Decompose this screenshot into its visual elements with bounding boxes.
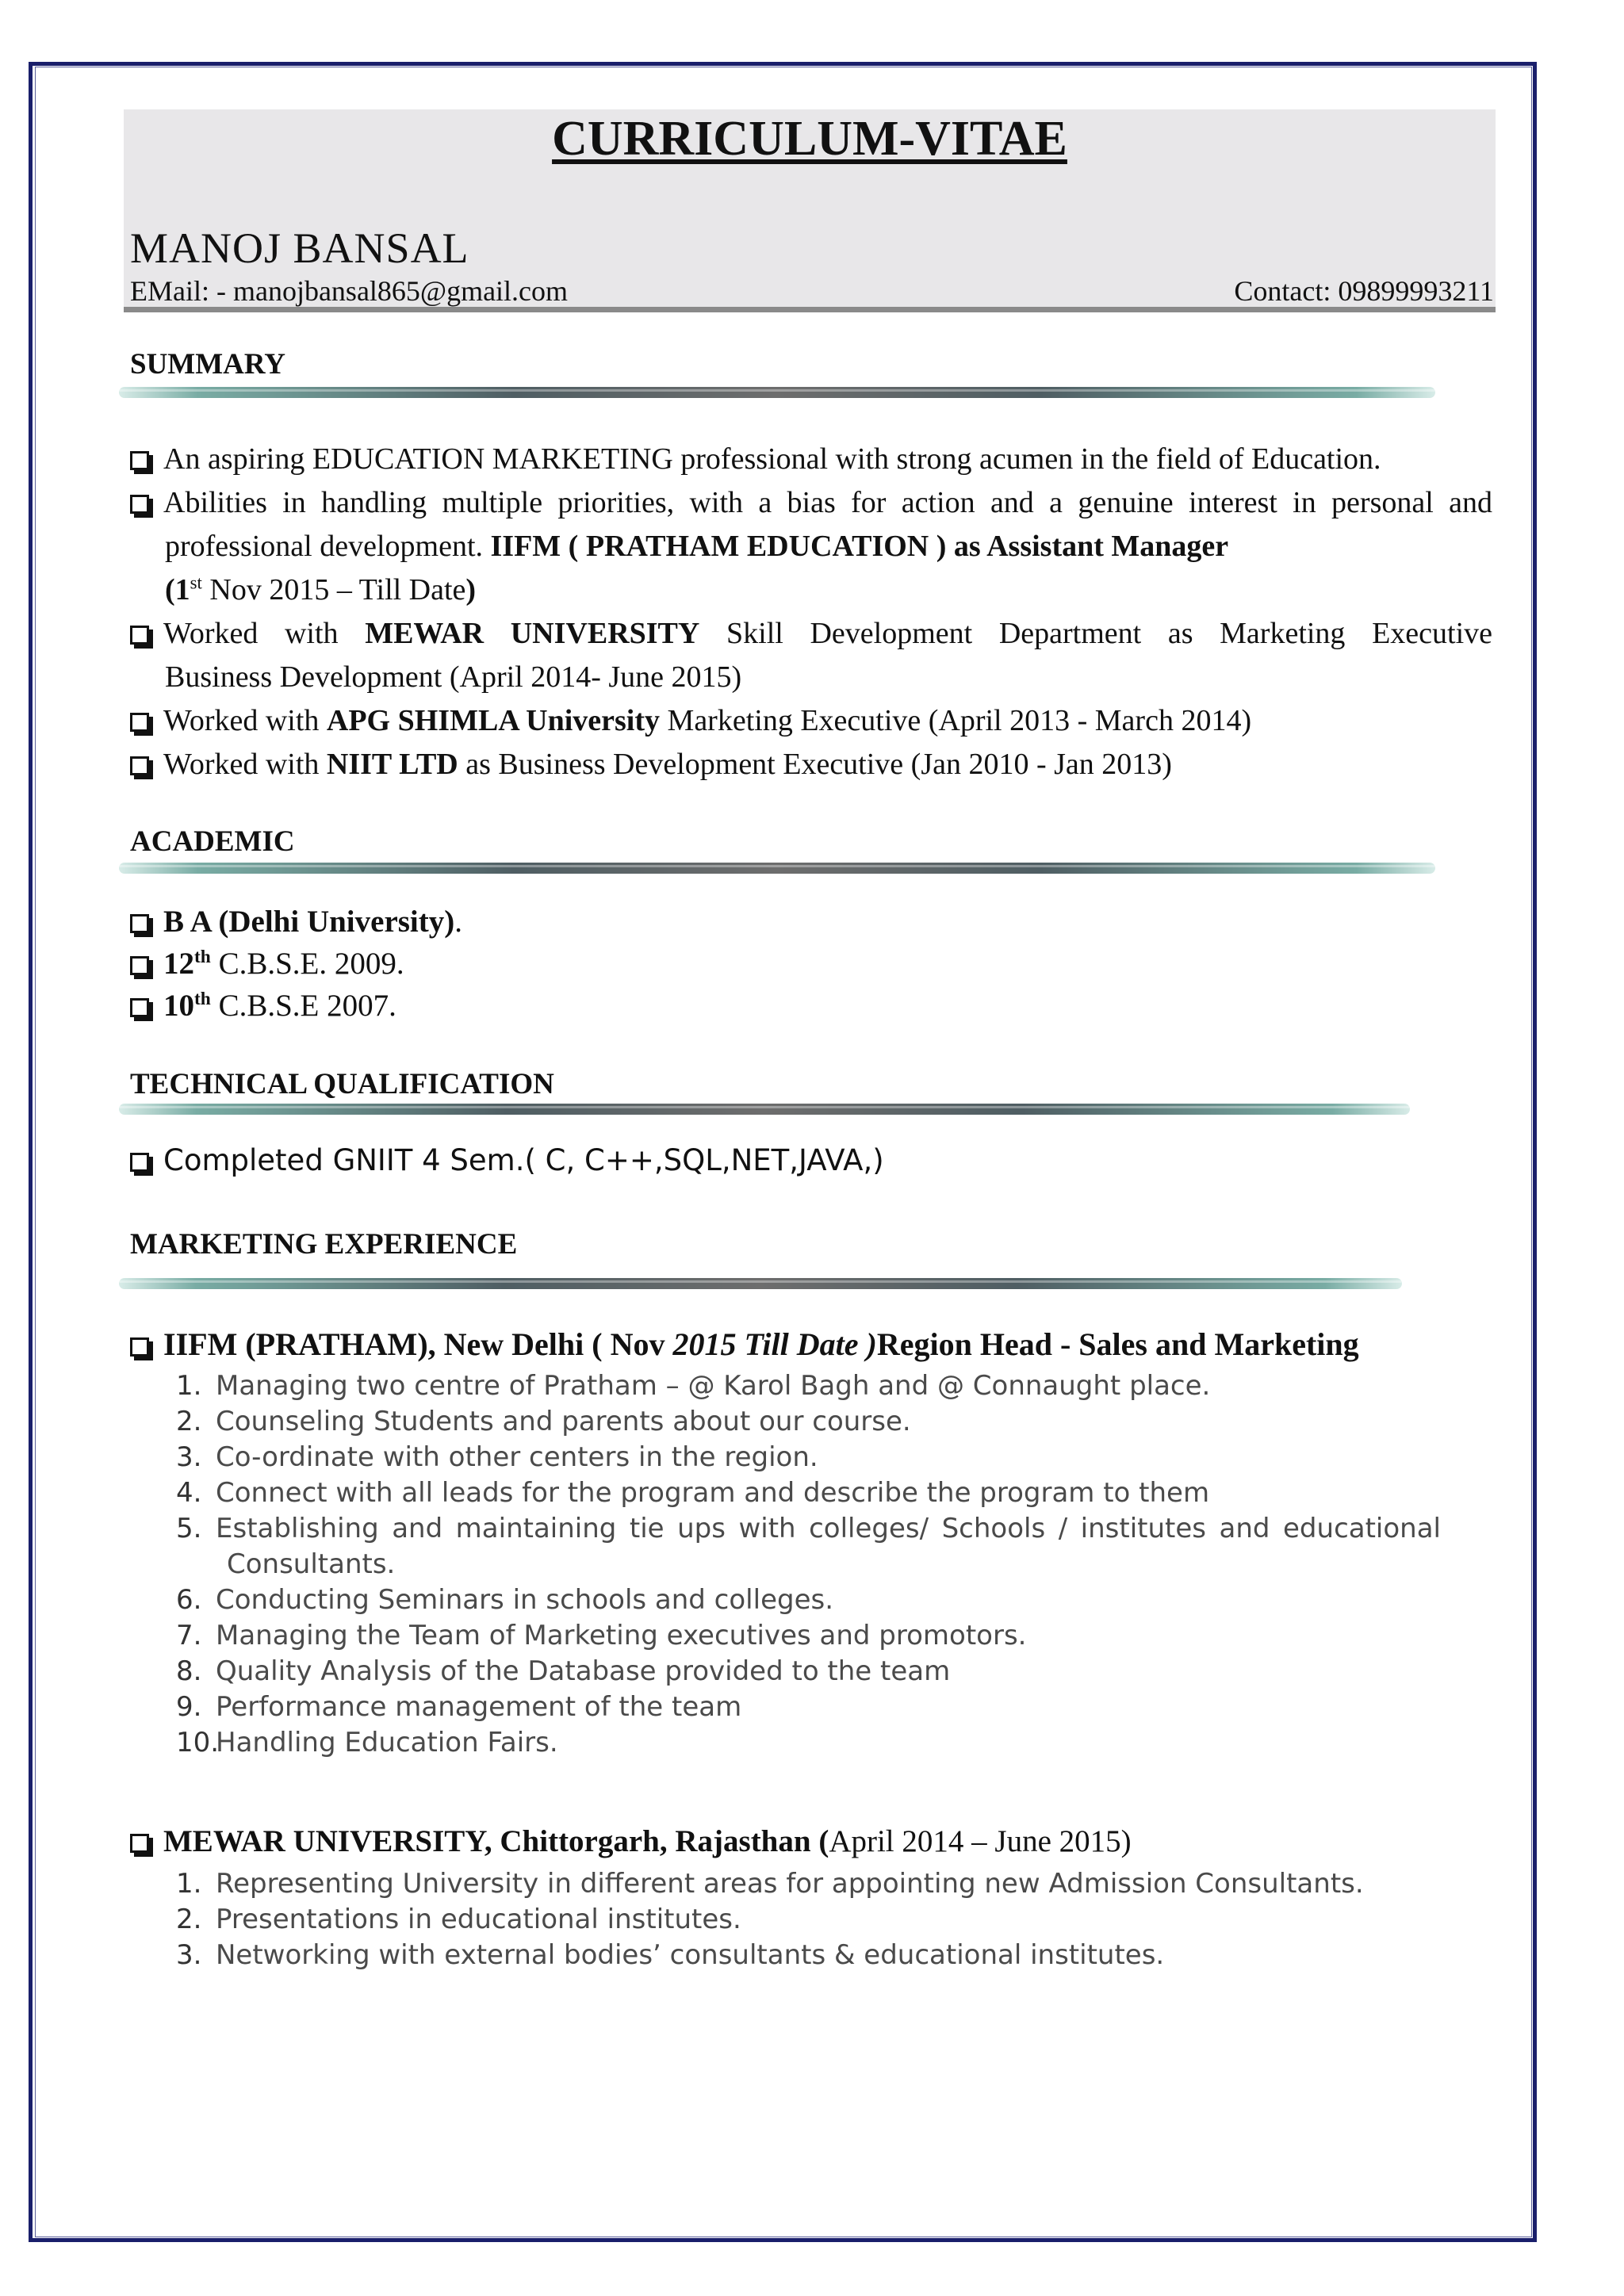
experience-heading-italic: 2015 Till Date ) [672,1326,877,1362]
list-item-text: Counseling Students and parents about our course. [216,1406,911,1437]
list-number: 1. [176,1868,202,1900]
experience-heading-iifm [130,1326,1359,1363]
list-item-text: Performance management of the team [216,1691,742,1723]
summary-text: Business Development (April 2014- June 2015) [165,660,742,694]
list-item [176,1902,1492,1938]
summary-item-continued [130,568,1527,612]
checkbox-bullet-icon [130,451,149,470]
checkbox-bullet-icon [130,495,149,514]
list-number: 3. [176,1441,202,1473]
academic-item [130,900,1492,943]
technical-text: Completed GNIIT 4 Sem.( C, C++,SQL,NET,JAVA,) [163,1143,884,1177]
academic-text-bold: 12 [163,947,194,981]
summary-text: Skill Development Department as Marketing Executive [699,617,1493,650]
list-number: 6. [176,1584,202,1616]
section-divider [119,863,1435,874]
experience-heading-mewar [130,1823,1132,1859]
list-number: 9. [176,1691,202,1723]
list-item [176,1475,1492,1511]
list-item-text: Quality Analysis of the Database provided to the team [216,1655,951,1687]
academic-text: C.B.S.E. 2009. [210,947,404,981]
checkbox-bullet-icon [130,626,149,645]
summary-item [130,743,1492,786]
list-item-text: Handling Education Fairs. [216,1727,558,1758]
list-item-continued: Consultants. [227,1548,396,1580]
checkbox-bullet-icon [130,1153,149,1172]
list-item [176,1368,1492,1404]
list-number: 2. [176,1904,202,1935]
experience-heading-text: Region Head - Sales and Marketing [876,1326,1359,1362]
summary-item-continued [130,656,1527,699]
section-divider [119,387,1435,398]
document-title-text: CURRICULUM-VITAE [552,112,1067,166]
summary-text: Worked with [163,704,327,737]
summary-item [130,612,1492,656]
list-number: 4. [176,1477,202,1509]
section-title-technical: TECHNICAL QUALIFICATION [130,1068,554,1100]
list-item-text: Managing two centre of Pratham – @ Karol Bagh and @ Connaught place. [216,1370,1211,1402]
list-number: 3. [176,1939,202,1971]
email-line: EMail: - manojbansal865@gmail.com [130,275,569,307]
section-divider [119,1104,1410,1115]
section-title-marketing: MARKETING EXPERIENCE [130,1228,518,1261]
summary-text: Marketing Executive (April 2013 - March 2014) [660,704,1252,737]
academic-text-bold: B A (Delhi University) [163,905,455,939]
checkbox-bullet-icon [130,756,149,775]
section-divider [119,1278,1402,1289]
academic-text: C.B.S.E 2007. [210,989,396,1023]
list-number: 5. [176,1513,202,1544]
list-item [176,1866,1492,1902]
list-number: 1. [176,1370,202,1402]
academic-text-bold: 10 [163,989,194,1023]
checkbox-bullet-icon [130,1834,149,1853]
mewar-responsibilities-list [176,1866,1492,1973]
checkbox-bullet-icon [130,998,149,1017]
list-item-text: Conducting Seminars in schools and colleges. [216,1584,834,1616]
list-item [176,1725,1492,1761]
experience-heading-text: IIFM (PRATHAM), New Delhi ( Nov [163,1326,673,1362]
list-item [176,1618,1492,1654]
summary-item-continued [130,525,1527,568]
academic-superscript: th [194,947,211,967]
summary-superscript: st [190,572,202,593]
list-number: 8. [176,1655,202,1687]
summary-text: Worked with [163,617,366,650]
list-item-text: Connect with all leads for the program and describe the program to them [216,1477,1210,1509]
experience-heading-text: MEWAR UNIVERSITY, Chittorgarh, Rajasthan ( [163,1824,829,1858]
list-item-text: Networking with external bodies’ consultants & educational institutes. [216,1939,1165,1971]
summary-text-bold: (1 [165,573,190,607]
summary-text: Worked with [163,748,327,781]
list-item [176,1689,1492,1725]
section-title-academic: ACADEMIC [130,825,295,858]
summary-text: professional development. [165,530,491,563]
section-title-summary: SUMMARY [130,348,286,381]
list-item [176,1404,1492,1440]
list-item [176,1654,1492,1689]
summary-item [130,481,1492,525]
summary-item [130,699,1492,743]
document-title [124,111,1496,167]
list-item [176,1938,1492,1973]
summary-text: Nov 2015 – Till Date [201,573,466,607]
summary-text: An aspiring EDUCATION MARKETING professional with strong acumen in the field of Education. [163,442,1381,476]
contact-line: Contact: 09899993211 [1234,275,1494,307]
academic-item [130,942,1492,985]
list-item-text: Presentations in educational institutes. [216,1904,741,1935]
iifm-responsibilities-list [176,1368,1492,1761]
list-item-text: Managing the Team of Marketing executives and promotors. [216,1620,1027,1651]
academic-item [130,984,1492,1027]
candidate-name: MANOJ BANSAL [130,224,469,272]
list-number: 10. [176,1727,220,1758]
list-item-text: Representing University in different areas for appointing new Admission Consultants. [216,1868,1364,1900]
summary-item [130,438,1492,481]
summary-text-bold: IIFM ( PRATHAM EDUCATION ) as Assistant Manager [490,530,1229,563]
checkbox-bullet-icon [130,914,149,933]
checkbox-bullet-icon [130,713,149,732]
summary-text: Abilities in handling multiple priorities, with a bias for action and a genuine interest in personal and [163,486,1492,519]
list-number: 2. [176,1406,202,1437]
checkbox-bullet-icon [130,956,149,975]
summary-text-bold: ) [465,573,477,607]
list-number: 7. [176,1620,202,1651]
summary-text-bold: NIIT LTD [326,748,458,781]
summary-text-bold: APG SHIMLA University [326,704,661,737]
summary-text-bold: MEWAR UNIVERSITY [365,617,700,650]
list-item [176,1582,1492,1618]
list-item-text: Co-ordinate with other centers in the region. [216,1441,818,1473]
technical-item [130,1138,1492,1183]
list-item-text: Establishing and maintaining tie ups with colleges/ Schools / institutes and educational [216,1513,1441,1544]
academic-superscript: th [194,989,211,1009]
list-item [176,1440,1492,1475]
summary-text: as Business Development Executive (Jan 2010 - Jan 2013) [458,748,1172,781]
experience-heading-dates: April 2014 – June 2015) [829,1824,1132,1858]
academic-text: . [454,905,462,939]
list-item [176,1511,1492,1547]
checkbox-bullet-icon [130,1337,149,1357]
